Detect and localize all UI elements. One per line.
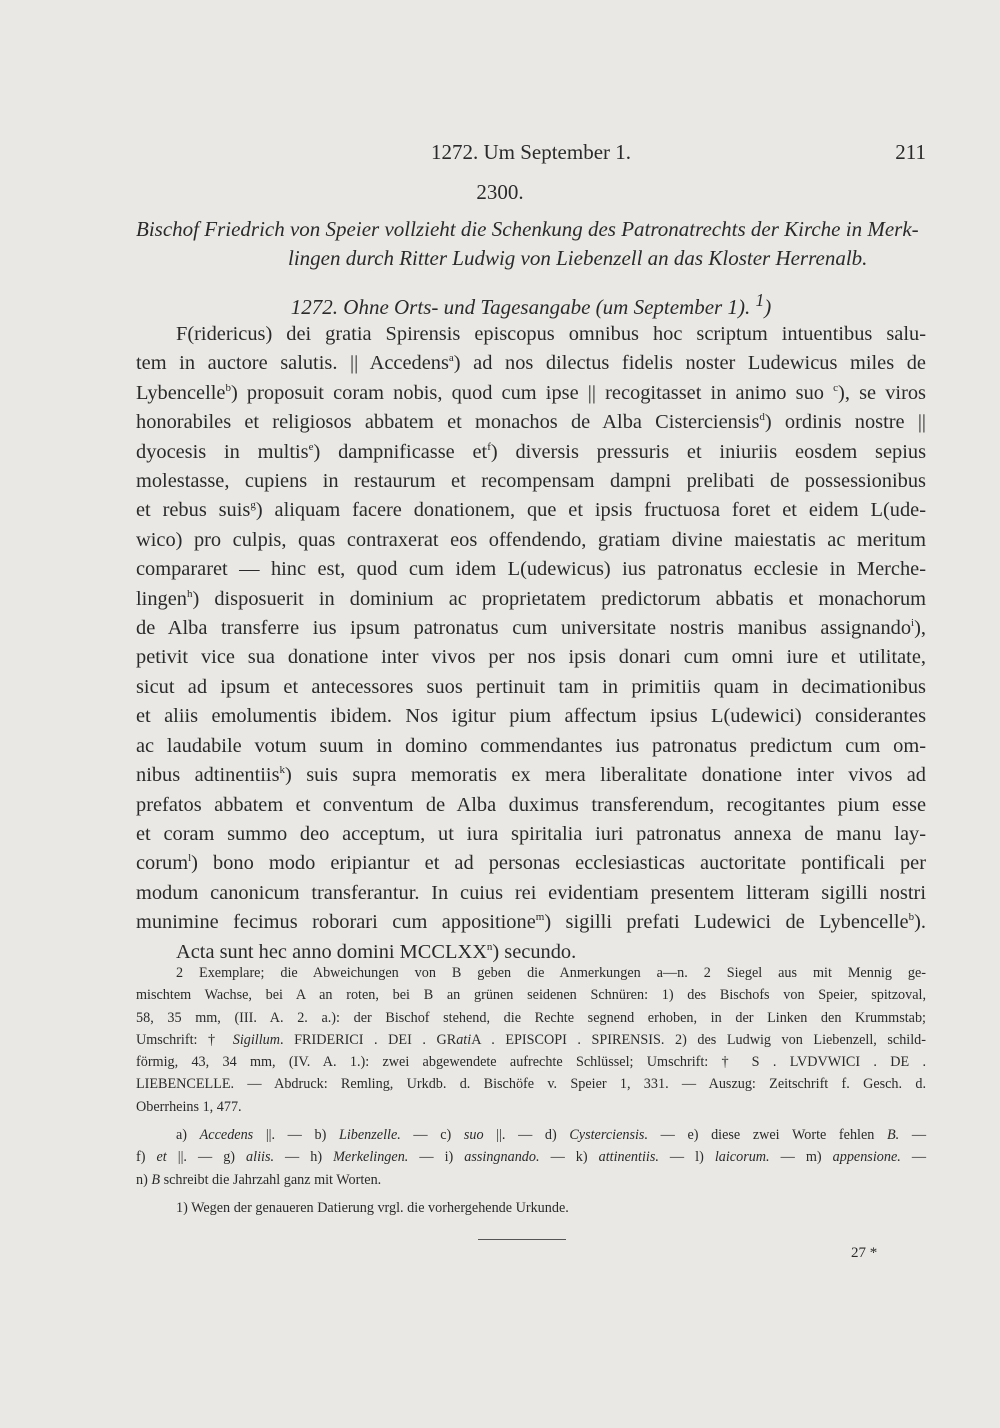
- text-line: Lybencelle$^b$) proposuit coram nobis, quod cum ipse || recogitasset in animo suo $^c$), se viros: [136, 381, 926, 404]
- dating-note-mark: 1: [755, 290, 765, 310]
- text-line: Acta sunt hec anno domini MCCLXX$^n$) secundo.: [176, 940, 577, 963]
- heading-line-2: lingen durch Ritter Ludwig von Liebenzell an das Kloster Herrenalb.: [288, 246, 868, 270]
- variant-line: a) Accedens ||. — b) Libenzelle. — c) suo ||. — d) Cysterciensis. — e) diese zwei Worte fehlen B. —: [176, 1127, 927, 1144]
- text-line: lingen$^h$) disposuerit in dominium ac proprietatem predictorum abbatis et monachorum: [136, 587, 926, 610]
- dating-text: 1272. Ohne Orts- und Tagesangabe (um September 1).: [290, 295, 751, 319]
- running-head-title: 1272. Um September 1.: [430, 140, 632, 164]
- text-line: sicut ad ipsum et antecessores suos pertinuit tam in primitiis quam in decimationibus: [136, 675, 926, 698]
- page-number: 211: [895, 140, 926, 164]
- note-line: LIEBENCELLE. — Abdruck: Remling, Urkdb. d. Bischöfe v. Speier 1, 331. — Auszug: Zeitschrift f. Gesch. d.: [136, 1076, 926, 1093]
- text-line: et rebus suis$^g$) aliquam facere donationem, que et ipsis fructuosa foret et eidem L(ude-: [136, 499, 926, 522]
- text-line: compararet — hinc est, quod cum idem L(udewicus) ius patronatus ecclesie in Merche-: [136, 558, 926, 581]
- text-line: nibus adtinentiis$^k$) suis supra memoratis ex mera liberalitate donatione inter vivos ad: [136, 764, 927, 787]
- text-line: de Alba transferre ius ipsum patronatus cum universitate nostris manibus assignando$^i$),: [136, 617, 926, 640]
- apparatus-notes: [136, 962, 926, 1219]
- text-line: ac laudabile votum suum in domino commendantes ius patronatus predictum cum om-: [136, 734, 926, 757]
- footnote-line: 1) Wegen der genaueren Datierung vrgl. die vorhergehende Urkunde.: [176, 1199, 569, 1216]
- note-line: förmig, 43, 34 mm, (IV. A. 1.): zwei abgewendete aufrechte Schlüssel; Umschrift: † S . LVDVWICI . DE .: [136, 1054, 926, 1071]
- text-line: prefatos abbatem et conventum de Alba duximus transferendum, recogitantes pium esse: [136, 793, 926, 816]
- note-line: Umschrift: † Sigillum. FRIDERICI . DEI . GRatiA . EPISCOPI . SPIRENSIS. 2) des Ludwig von Liebenzell, schild-: [136, 1031, 926, 1048]
- regest-heading: [136, 215, 926, 273]
- signature-mark: 27 *: [851, 1245, 878, 1261]
- text-line: petivit vice sua donatione inter vivos per nos ipsis donari cum omni iure et utilitate,: [136, 646, 926, 669]
- note-line: 2 Exemplare; die Abweichungen von B geben die Anmerkungen a—n. 2 Siegel aus mit Mennig ge-: [176, 965, 926, 981]
- text-line: corum$^l$) bono modo eripiantur et ad personas ecclesiasticas auctoritate pontificali per: [136, 852, 926, 875]
- text-line: honorabiles et religiosos abbatem et monachos de Alba Cisterciensis$^d$) ordinis nostre ||: [136, 411, 926, 434]
- note-line: mischtem Wachse, bei A an roten, bei B an grünen seidenen Schnüren: 1) des Bischofs von Speier, spitzoval,: [136, 987, 926, 1004]
- text-line: modum canonicum transferantur. In cuius rei evidentiam presentem litteram sigilli nostri: [136, 881, 926, 904]
- document-number: 2300.: [476, 180, 524, 204]
- text-line: et coram summo deo acceptum, ut iura spiritalia iuri patronatus annexa de manu lay-: [136, 822, 926, 845]
- variant-line: f) et ||. — g) aliis. — h) Merkelingen. — i) assingnando. — k) attinentiis. — l) laicorum. — m) appensione. —: [136, 1149, 927, 1166]
- text-line: dyocesis in multis$^e$) dampnificasse $et^f$) diversis pressuris et iniuriis eosdem sepius: [136, 440, 927, 463]
- text-line: wico) pro culpis, quas contraxerat eos offendendo, gratiam divine maiestatis ac meritum: [136, 528, 926, 551]
- text-line: molestasse, cupiens in restaurum et recompensam dampni prelibati de possessionibus: [136, 470, 926, 493]
- dating-line: 1272. Ohne Orts- und Tagesangabe (um September 1). $^1$): [290, 290, 772, 319]
- footnote-separator-rule: [478, 1239, 566, 1240]
- text-line: et aliis emolumentis ibidem. Nos igitur pium affectum ipsius L(udewici) considerantes: [136, 705, 926, 728]
- charter-text: [136, 320, 926, 967]
- text-line: munimine fecimus roborari cum appositione$^m$) sigilli prefati Ludewici de Lybencelle$^b$).: [136, 911, 926, 934]
- note-line: Oberrheins 1, 477.: [136, 1098, 242, 1115]
- text-line: tem in auctore salutis. || Accedens$^a$) ad nos dilectus fidelis noster Ludewicus miles de: [136, 352, 926, 375]
- running-head: [136, 140, 926, 170]
- note-line: 58, 35 mm, (III. A. 2. a.): der Bischof stehend, die Rechte segnend erhoben, in der Linken den Krummstab;: [136, 1009, 926, 1026]
- heading-line-1: Bischof Friedrich von Speier vollzieht die Schenkung des Patronatrechts der Kirche in Merk-: [136, 217, 919, 241]
- variant-line: n) B schreibt die Jahrzahl ganz mit Worten.: [136, 1171, 382, 1188]
- text-line: F(ridericus) dei gratia Spirensis episcopus omnibus hoc scriptum intuentibus salu-: [176, 323, 926, 345]
